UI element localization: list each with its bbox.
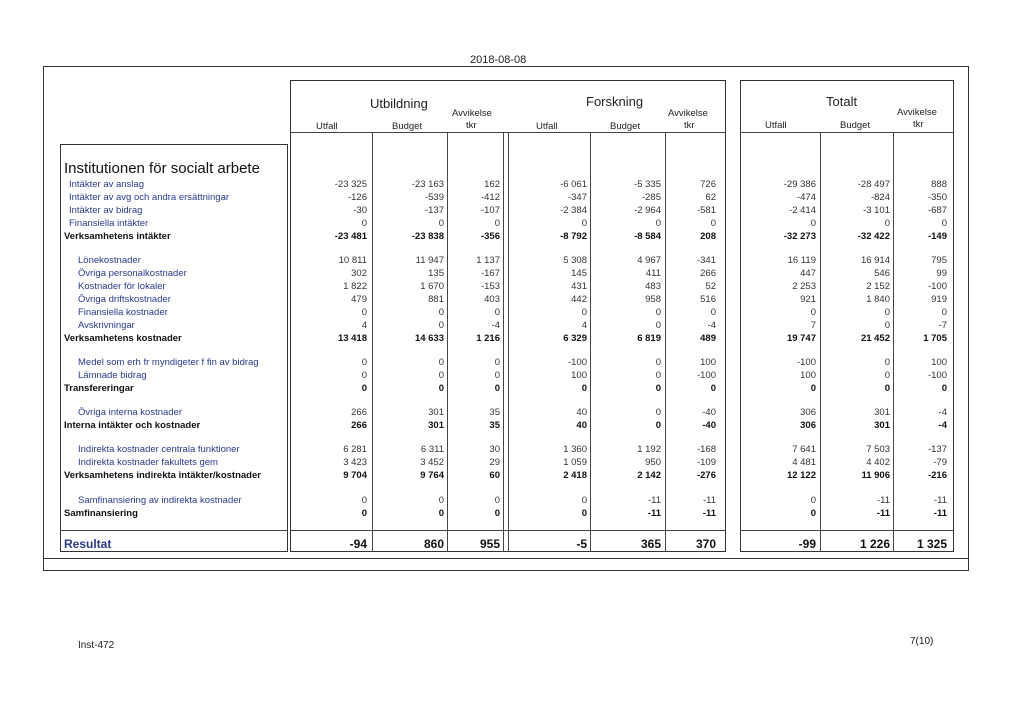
table-cell: 0 bbox=[710, 218, 716, 229]
table-cell: 16 914 bbox=[860, 255, 890, 266]
table-cell: -285 bbox=[641, 192, 661, 203]
table-cell: 162 bbox=[484, 179, 500, 190]
table-cell: -11 bbox=[876, 495, 890, 506]
row-label: Samfinansiering av indirekta kostnader bbox=[78, 495, 242, 506]
table-cell: 0 bbox=[884, 218, 890, 229]
table-cell: 13 418 bbox=[337, 333, 367, 344]
table-cell: 2 418 bbox=[563, 470, 587, 481]
document-id: Inst-472 bbox=[78, 640, 115, 651]
table-cell: 301 bbox=[428, 407, 444, 418]
table-cell: -40 bbox=[702, 407, 716, 418]
table-cell: 0 bbox=[655, 218, 661, 229]
table-cell: 100 bbox=[931, 357, 947, 368]
result-label: Resultat bbox=[64, 537, 112, 551]
table-title: Institutionen för socialt arbete bbox=[64, 160, 260, 177]
table-cell: 4 481 bbox=[792, 457, 816, 468]
table-cell: 0 bbox=[581, 307, 587, 318]
table-cell: 0 bbox=[884, 307, 890, 318]
table-cell: 4 402 bbox=[866, 457, 890, 468]
result-cell: -99 bbox=[798, 537, 816, 551]
table-cell: -5 335 bbox=[634, 179, 661, 190]
table-cell: 145 bbox=[571, 268, 587, 279]
table-cell: 0 bbox=[810, 495, 816, 506]
table-cell: 0 bbox=[655, 370, 661, 381]
table-cell: 0 bbox=[810, 508, 816, 519]
table-cell: -6 061 bbox=[560, 179, 587, 190]
row-label: Lönekostnader bbox=[78, 255, 141, 266]
table-cell: 62 bbox=[705, 192, 716, 203]
table-cell: 0 bbox=[361, 495, 367, 506]
table-cell: 9 764 bbox=[420, 470, 444, 481]
table-cell: 11 906 bbox=[861, 470, 890, 481]
table-cell: -824 bbox=[870, 192, 890, 203]
result-divider bbox=[740, 530, 954, 531]
table-cell: 7 bbox=[810, 320, 816, 331]
result-cell: 860 bbox=[423, 537, 444, 551]
table-cell: 950 bbox=[645, 457, 661, 468]
table-cell: 7 641 bbox=[792, 444, 816, 455]
table-cell: 6 311 bbox=[420, 444, 444, 455]
table-cell: -347 bbox=[567, 192, 587, 203]
result-cell: 365 bbox=[640, 537, 661, 551]
table-cell: 2 152 bbox=[866, 281, 890, 292]
table-cell: -149 bbox=[927, 231, 947, 242]
table-cell: -8 584 bbox=[634, 231, 661, 242]
table-cell: -168 bbox=[696, 444, 716, 455]
table-cell: 1 059 bbox=[563, 457, 587, 468]
table-cell: 0 bbox=[655, 420, 661, 431]
table-cell: 0 bbox=[361, 307, 367, 318]
table-cell: 6 819 bbox=[637, 333, 661, 344]
row-label: Övriga personalkostnader bbox=[78, 268, 187, 279]
col-header-utfall: Utfall bbox=[765, 120, 787, 131]
table-cell: -2 384 bbox=[560, 205, 587, 216]
table-cell: -412 bbox=[480, 192, 500, 203]
table-cell: -4 bbox=[938, 420, 947, 431]
table-cell: 0 bbox=[810, 218, 816, 229]
table-cell: 0 bbox=[581, 495, 587, 506]
subtotal-row-label: Transfereringar bbox=[64, 383, 134, 394]
table-cell: 100 bbox=[571, 370, 587, 381]
table-cell: 35 bbox=[489, 420, 500, 431]
row-label: Intäkter av bidrag bbox=[69, 205, 143, 216]
table-cell: -4 bbox=[938, 407, 947, 418]
table-cell: -341 bbox=[696, 255, 716, 266]
table-cell: -107 bbox=[480, 205, 500, 216]
table-cell: 3 452 bbox=[420, 457, 444, 468]
table-cell: 266 bbox=[351, 407, 367, 418]
result-cell: -94 bbox=[349, 537, 367, 551]
table-cell: 99 bbox=[936, 268, 947, 279]
table-cell: -11 bbox=[702, 495, 716, 506]
table-cell: 0 bbox=[438, 508, 444, 519]
table-cell: -126 bbox=[347, 192, 367, 203]
table-cell: 266 bbox=[700, 268, 716, 279]
row-label: Övriga interna kostnader bbox=[78, 407, 183, 418]
table-cell: 795 bbox=[931, 255, 947, 266]
table-cell: 2 253 bbox=[792, 281, 816, 292]
table-cell: 0 bbox=[655, 383, 661, 394]
table-cell: -687 bbox=[927, 205, 947, 216]
table-cell: -276 bbox=[696, 470, 716, 481]
table-cell: 6 281 bbox=[343, 444, 367, 455]
table-cell: -79 bbox=[933, 457, 947, 468]
table-cell: 726 bbox=[700, 179, 716, 190]
table-cell: 12 122 bbox=[786, 470, 816, 481]
table-cell: -539 bbox=[424, 192, 444, 203]
col-header-utfall: Utfall bbox=[536, 121, 558, 132]
table-cell: 30 bbox=[489, 444, 500, 455]
table-cell: -100 bbox=[567, 357, 587, 368]
col-header-budget: Budget bbox=[392, 121, 423, 132]
table-cell: -474 bbox=[796, 192, 816, 203]
result-cell: 955 bbox=[479, 537, 500, 551]
table-cell: -356 bbox=[480, 231, 500, 242]
result-cell: 1 325 bbox=[916, 537, 947, 551]
table-cell: 11 947 bbox=[415, 255, 444, 266]
table-cell: 919 bbox=[931, 294, 947, 305]
table-cell: -11 bbox=[876, 508, 890, 519]
table-cell: 411 bbox=[645, 268, 661, 279]
table-cell: -11 bbox=[933, 508, 947, 519]
col-header-avvikelse: Avvikelse bbox=[452, 108, 492, 119]
result-cell: -5 bbox=[576, 537, 587, 551]
row-label: Avskrivningar bbox=[78, 320, 135, 331]
table-cell: 302 bbox=[351, 268, 367, 279]
table-cell: -4 bbox=[707, 320, 716, 331]
table-cell: 0 bbox=[494, 218, 500, 229]
table-cell: -137 bbox=[927, 444, 947, 455]
table-cell: 958 bbox=[645, 294, 661, 305]
table-cell: 301 bbox=[874, 420, 890, 431]
table-cell: -7 bbox=[938, 320, 947, 331]
table-cell: -2 964 bbox=[634, 205, 661, 216]
table-cell: 0 bbox=[438, 218, 444, 229]
table-cell: -2 414 bbox=[789, 205, 816, 216]
table-cell: -216 bbox=[927, 470, 947, 481]
table-cell: 403 bbox=[484, 294, 500, 305]
table-cell: 60 bbox=[489, 470, 500, 481]
table-cell: -11 bbox=[647, 495, 661, 506]
table-cell: -23 325 bbox=[334, 179, 367, 190]
table-cell: 0 bbox=[941, 218, 947, 229]
table-cell: 0 bbox=[438, 357, 444, 368]
row-label: Finansiella intäkter bbox=[69, 218, 149, 229]
column-divider bbox=[508, 132, 509, 552]
table-cell: -11 bbox=[933, 495, 947, 506]
row-label: Indirekta kostnader fakultets gem bbox=[78, 457, 218, 468]
table-cell: 52 bbox=[705, 281, 716, 292]
table-cell: 0 bbox=[494, 495, 500, 506]
bottom-divider bbox=[43, 558, 969, 559]
table-cell: 0 bbox=[710, 307, 716, 318]
table-cell: 0 bbox=[810, 307, 816, 318]
table-cell: 0 bbox=[361, 370, 367, 381]
table-cell: 306 bbox=[800, 420, 816, 431]
row-label: Finansiella kostnader bbox=[78, 307, 168, 318]
table-cell: -153 bbox=[480, 281, 500, 292]
table-cell: 0 bbox=[438, 370, 444, 381]
table-cell: 0 bbox=[581, 383, 587, 394]
table-cell: 0 bbox=[581, 218, 587, 229]
row-label: Intäkter av anslag bbox=[69, 179, 144, 190]
table-cell: 431 bbox=[571, 281, 587, 292]
table-cell: -350 bbox=[927, 192, 947, 203]
table-cell: 0 bbox=[884, 320, 890, 331]
subtotal-row-label: Verksamhetens kostnader bbox=[64, 333, 182, 344]
col-header-budget: Budget bbox=[610, 121, 641, 132]
table-cell: 546 bbox=[874, 268, 890, 279]
col-header-avvikelse: Avvikelse bbox=[668, 108, 708, 119]
table-cell: -28 497 bbox=[857, 179, 890, 190]
table-cell: 442 bbox=[571, 294, 587, 305]
table-cell: 0 bbox=[494, 357, 500, 368]
table-cell: 0 bbox=[655, 407, 661, 418]
table-cell: 1 360 bbox=[563, 444, 587, 455]
table-cell: 489 bbox=[700, 333, 716, 344]
table-cell: 1 137 bbox=[476, 255, 500, 266]
table-cell: 0 bbox=[494, 383, 500, 394]
col-header-budget: Budget bbox=[840, 120, 871, 131]
table-cell: 100 bbox=[700, 357, 716, 368]
table-cell: 0 bbox=[361, 383, 367, 394]
subtotal-row-label: Interna intäkter och kostnader bbox=[64, 420, 201, 431]
table-cell: 35 bbox=[489, 407, 500, 418]
table-cell: 0 bbox=[710, 383, 716, 394]
table-cell: 1 216 bbox=[476, 333, 500, 344]
table-cell: -23 481 bbox=[334, 231, 367, 242]
row-label: Intäkter av avg och andra ersättningar bbox=[69, 192, 230, 203]
table-cell: 0 bbox=[884, 357, 890, 368]
row-label: Medel som erh fr myndigeter f fin av bidrag bbox=[78, 357, 259, 368]
table-cell: -8 792 bbox=[560, 231, 587, 242]
table-cell: 516 bbox=[700, 294, 716, 305]
table-cell: 21 452 bbox=[860, 333, 890, 344]
table-cell: 29 bbox=[489, 457, 500, 468]
row-label: Lämnade bidrag bbox=[78, 370, 147, 381]
table-cell: 9 704 bbox=[343, 470, 367, 481]
column-divider bbox=[503, 132, 504, 552]
table-cell: 40 bbox=[576, 420, 587, 431]
table-cell: -11 bbox=[647, 508, 661, 519]
table-cell: 0 bbox=[655, 307, 661, 318]
table-cell: 6 329 bbox=[563, 333, 587, 344]
column-divider bbox=[372, 132, 373, 552]
table-cell: 483 bbox=[645, 281, 661, 292]
table-cell: 4 bbox=[361, 320, 367, 331]
table-cell: 0 bbox=[438, 320, 444, 331]
table-cell: 100 bbox=[800, 370, 816, 381]
row-label: Kostnader för lokaler bbox=[78, 281, 166, 292]
table-cell: 4 967 bbox=[637, 255, 661, 266]
table-cell: 1 822 bbox=[343, 281, 367, 292]
table-cell: 1 192 bbox=[637, 444, 661, 455]
table-cell: 0 bbox=[361, 508, 367, 519]
col-header-utfall: Utfall bbox=[316, 121, 338, 132]
table-cell: 4 bbox=[581, 320, 587, 331]
table-cell: 1 705 bbox=[923, 333, 947, 344]
group-header-forskning: Forskning bbox=[586, 94, 644, 109]
table-cell: 0 bbox=[810, 383, 816, 394]
table-cell: 0 bbox=[438, 307, 444, 318]
table-cell: 16 119 bbox=[787, 255, 816, 266]
result-divider bbox=[290, 530, 726, 531]
table-cell: 0 bbox=[494, 307, 500, 318]
report-date: 2018-08-08 bbox=[470, 54, 527, 66]
table-cell: 0 bbox=[494, 370, 500, 381]
table-cell: -23 163 bbox=[411, 179, 444, 190]
table-cell: 881 bbox=[428, 294, 444, 305]
table-cell: 1 670 bbox=[420, 281, 444, 292]
table-cell: 5 308 bbox=[563, 255, 587, 266]
table-cell: 301 bbox=[874, 407, 890, 418]
table-cell: -3 101 bbox=[863, 205, 890, 216]
table-cell: -100 bbox=[696, 370, 716, 381]
table-cell: -32 422 bbox=[857, 231, 890, 242]
table-cell: -29 386 bbox=[783, 179, 816, 190]
row-label: Övriga driftskostnader bbox=[78, 294, 171, 305]
table-cell: 40 bbox=[576, 407, 587, 418]
page-number: 7(10) bbox=[910, 636, 934, 647]
table-cell: -581 bbox=[696, 205, 716, 216]
result-cell: 1 226 bbox=[859, 537, 890, 551]
col-header-avvikelse-unit: tkr bbox=[913, 119, 924, 130]
table-cell: -30 bbox=[353, 205, 367, 216]
table-cell: 135 bbox=[428, 268, 444, 279]
group-header-totalt: Totalt bbox=[826, 94, 858, 109]
table-cell: -40 bbox=[702, 420, 716, 431]
subtotal-row-label: Samfinansiering bbox=[64, 508, 138, 519]
table-cell: 0 bbox=[438, 383, 444, 394]
table-cell: 306 bbox=[800, 407, 816, 418]
header-divider bbox=[740, 132, 954, 133]
result-cell: 370 bbox=[695, 537, 716, 551]
table-cell: 0 bbox=[941, 383, 947, 394]
table-cell: 0 bbox=[884, 383, 890, 394]
table-cell: 266 bbox=[351, 420, 367, 431]
col-header-avvikelse-unit: tkr bbox=[684, 120, 695, 131]
table-cell: 0 bbox=[884, 370, 890, 381]
table-cell: 10 811 bbox=[338, 255, 367, 266]
table-cell: -32 273 bbox=[783, 231, 816, 242]
table-cell: -137 bbox=[424, 205, 444, 216]
group-header-utbildning: Utbildning bbox=[370, 96, 428, 111]
table-cell: 0 bbox=[581, 508, 587, 519]
table-cell: 0 bbox=[361, 218, 367, 229]
table-cell: -100 bbox=[927, 370, 947, 381]
table-cell: 0 bbox=[438, 495, 444, 506]
table-cell: 14 633 bbox=[414, 333, 444, 344]
table-cell: 208 bbox=[700, 231, 716, 242]
table-cell: 0 bbox=[941, 307, 947, 318]
table-cell: -23 838 bbox=[411, 231, 444, 242]
table-cell: -4 bbox=[491, 320, 500, 331]
table-cell: -100 bbox=[796, 357, 816, 368]
table-cell: -109 bbox=[696, 457, 716, 468]
table-cell: 19 747 bbox=[786, 333, 816, 344]
table-cell: 479 bbox=[351, 294, 367, 305]
table-cell: 447 bbox=[800, 268, 816, 279]
col-header-avvikelse: Avvikelse bbox=[897, 107, 937, 118]
result-divider bbox=[60, 530, 288, 531]
table-cell: 3 423 bbox=[343, 457, 367, 468]
table-cell: -100 bbox=[927, 281, 947, 292]
table-cell: 888 bbox=[931, 179, 947, 190]
table-cell: 7 503 bbox=[866, 444, 890, 455]
table-cell: -167 bbox=[480, 268, 500, 279]
table-cell: 0 bbox=[655, 357, 661, 368]
table-cell: -11 bbox=[702, 508, 716, 519]
table-cell: 2 142 bbox=[637, 470, 661, 481]
table-cell: 0 bbox=[361, 357, 367, 368]
table-cell: 0 bbox=[494, 508, 500, 519]
row-label: Indirekta kostnader centrala funktioner bbox=[78, 444, 240, 455]
subtotal-row-label: Verksamhetens indirekta intäkter/kostnader bbox=[64, 470, 261, 481]
table-cell: 1 840 bbox=[866, 294, 890, 305]
col-header-avvikelse-unit: tkr bbox=[466, 120, 477, 131]
table-cell: 921 bbox=[800, 294, 816, 305]
subtotal-row-label: Verksamhetens intäkter bbox=[64, 231, 171, 242]
table-cell: 301 bbox=[428, 420, 444, 431]
table-cell: 0 bbox=[655, 320, 661, 331]
